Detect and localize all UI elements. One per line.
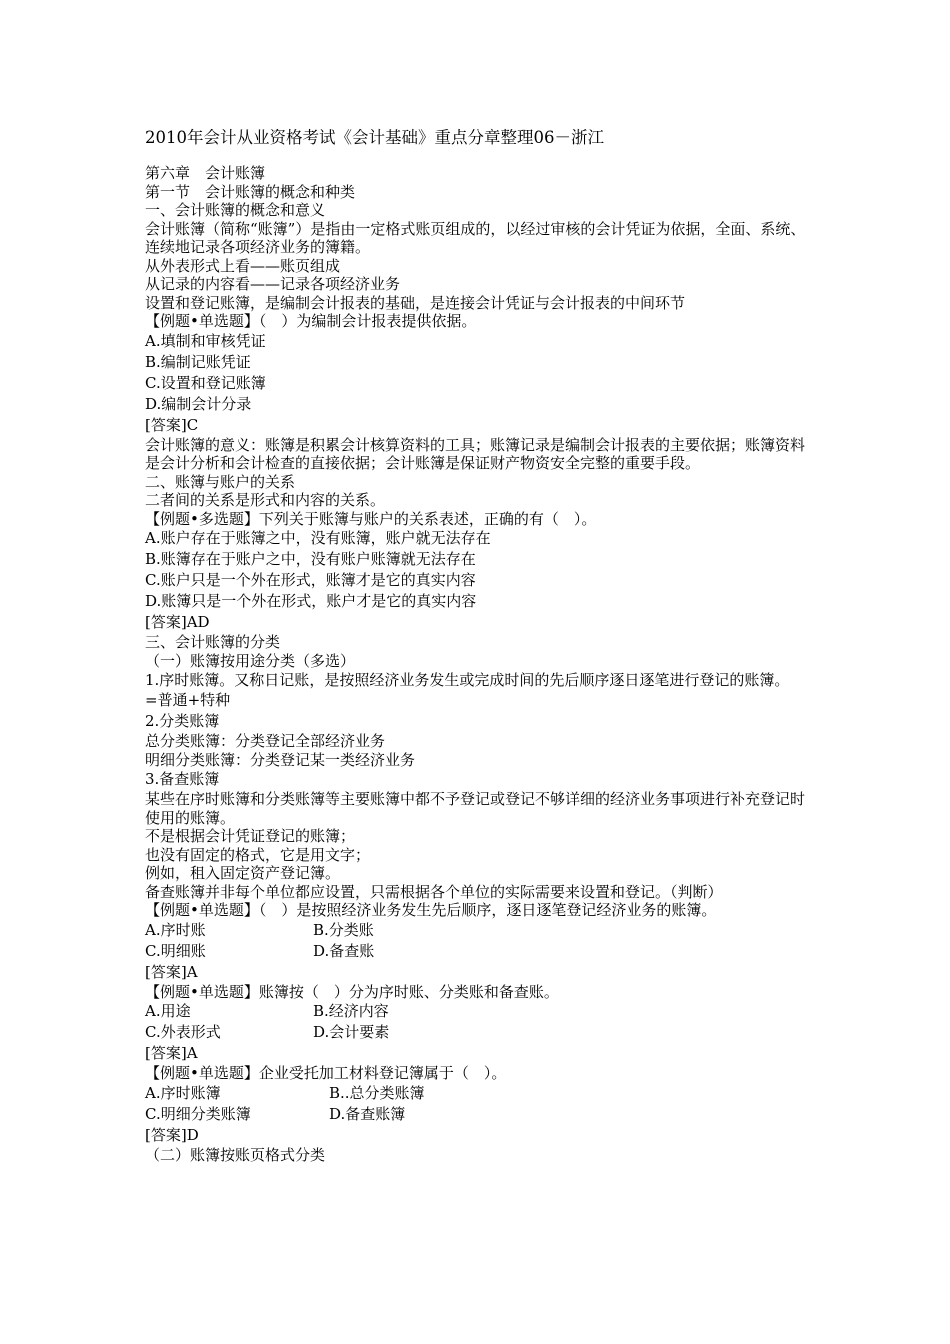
- answer-option: C.设置和登记账簿: [145, 373, 266, 392]
- answer-key: [答案]A: [145, 1044, 198, 1062]
- section-heading: 第一节 会计账簿的概念和种类: [145, 182, 356, 201]
- example-question: 【例题•单选题】企业受托加工材料登记簿属于（ ）。: [145, 1064, 507, 1082]
- answer-option-row: [145, 941, 815, 962]
- answer-option-row: [145, 1104, 815, 1125]
- answer-option-row: [145, 920, 815, 941]
- answer-option: B.分类账: [313, 920, 374, 939]
- example-question: 【例题•单选题】账簿按（ ）分为序时账、分类账和备查账。: [145, 982, 559, 1001]
- sub-heading: （二）账簿按账页格式分类: [145, 1145, 326, 1164]
- answer-option: C.账户只是一个外在形式，账簿才是它的真实内容: [145, 571, 476, 589]
- paragraph: 某些在序时账簿和分类账簿等主要账簿中都不予登记或登记不够详细的经济业务事项进行补充登记时使用的账簿。: [145, 790, 806, 827]
- paragraph: 总分类账簿：分类登记全部经济业务: [145, 732, 386, 750]
- answer-option: B.经济内容: [313, 1002, 389, 1020]
- answer-key: [答案]AD: [145, 613, 210, 631]
- sub-heading: （一）账簿按用途分类（多选）: [145, 651, 356, 670]
- paragraph: 明细分类账簿：分类登记某一类经济业务: [145, 750, 416, 769]
- numbered-heading: 2.分类账簿: [145, 712, 220, 730]
- paragraph: 会计账簿的意义：账簿是积累会计核算资料的工具；账簿记录是编制会计报表的主要依据；账簿资料是会计分析和会计检查的直接依据；会计账簿是保证财产物资安全完整的重要手段。: [145, 435, 806, 472]
- answer-option: B.账簿存在于账户之中，没有账户账簿就无法存在: [145, 550, 476, 568]
- answer-option-row: [145, 1022, 815, 1043]
- answer-option: C.明细分类账簿: [145, 1104, 251, 1123]
- paragraph: 从记录的内容看——记录各项经济业务: [145, 275, 401, 293]
- paragraph: 也没有固定的格式，它是用文字；: [145, 845, 371, 864]
- paragraph: 不是根据会计凭证登记的账簿；: [145, 827, 356, 845]
- answer-option: D.备查账簿: [329, 1104, 406, 1123]
- subsection-heading: 三、会计账簿的分类: [145, 633, 281, 651]
- answer-key: [答案]C: [145, 415, 199, 434]
- paragraph: =普通+特种: [145, 691, 231, 709]
- answer-option: A.账户存在于账簿之中，没有账簿，账户就无法存在: [145, 529, 491, 547]
- paragraph: [145, 670, 815, 690]
- chapter-heading: 第六章 会计账簿: [145, 164, 266, 182]
- answer-option: D.账簿只是一个外在形式，账户才是它的真实内容: [145, 592, 477, 610]
- numbered-heading: 3.备查账簿: [145, 770, 220, 788]
- document-title: 2010年会计从业资格考试《会计基础》重点分章整理06－浙江: [145, 128, 604, 147]
- example-question: 【例题•多选题】下列关于账簿与账户的关系表述，正确的有（ ）。: [145, 509, 597, 528]
- answer-option: B..总分类账簿: [329, 1083, 425, 1102]
- answer-option: D.备查账: [313, 941, 375, 960]
- answer-option-row: [145, 1001, 815, 1022]
- subsection-heading: 二、账簿与账户的关系: [145, 472, 296, 491]
- answer-option: D.会计要素: [313, 1023, 390, 1041]
- answer-option: B.编制记账凭证: [145, 352, 251, 371]
- answer-key: [答案]A: [145, 962, 198, 981]
- answer-option: A.序时账簿: [145, 1083, 221, 1102]
- answer-option: C.明细账: [145, 941, 206, 960]
- paragraph: 二者间的关系是形式和内容的关系。: [145, 491, 386, 509]
- answer-option: D.编制会计分录: [145, 394, 252, 413]
- paragraph: 会计账簿（简称“账簿”）是指由一定格式账页组成的，以经过审核的会计凭证为依据，全面、系统、连续地记录各项经济业务的簿籍。: [145, 219, 806, 256]
- answer-option: C.外表形式: [145, 1023, 221, 1041]
- paragraph: 从外表形式上看——账页组成: [145, 256, 341, 275]
- example-question: 【例题•单选题】（ ）为编制会计报表提供依据。: [145, 312, 477, 330]
- subsection-heading: 一、会计账簿的概念和意义: [145, 201, 326, 219]
- answer-option: A.序时账: [145, 920, 206, 939]
- answer-option: A.填制和审核凭证: [145, 331, 266, 350]
- answer-key: [答案]D: [145, 1125, 199, 1144]
- paragraph-text: 1.序时账簿。又称日记账，是按照经济业务发生或完成时间的先后顺序逐日逐笔进行登记的账簿。: [145, 671, 790, 689]
- answer-option-row: [145, 1083, 815, 1104]
- paragraph: 例如，租入固定资产登记簿。: [145, 864, 341, 882]
- paragraph: 备查账簿并非每个单位都应设置，只需根据各个单位的实际需要来设置和登记。（判断）: [145, 882, 723, 901]
- answer-option: A.用途: [145, 1002, 191, 1020]
- example-question: 【例题•单选题】（ ）是按照经济业务发生先后顺序，逐日逐笔登记经济业务的账簿。: [145, 901, 717, 919]
- document-body: [145, 164, 815, 1164]
- paragraph: 设置和登记账簿，是编制会计报表的基础，是连接会计凭证与会计报表的中间环节: [145, 293, 686, 312]
